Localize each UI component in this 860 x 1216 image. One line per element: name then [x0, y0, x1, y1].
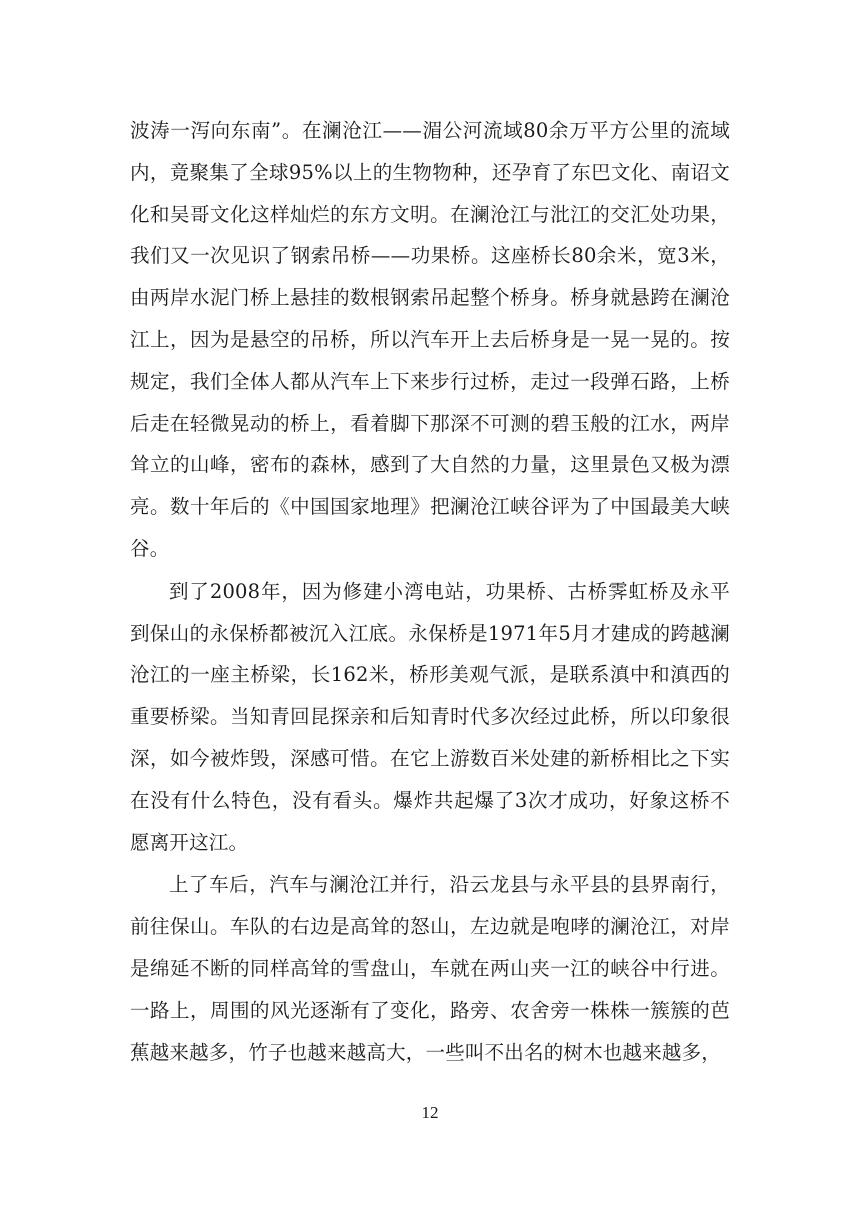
page-number: 12	[421, 1103, 439, 1122]
document-body	[130, 110, 730, 1073]
paragraph-1: 波涛一泻向东南”。在澜沧江——湄公河流域80余万平方公里的流域内，竟聚集了全球95%以上的生物物种，还孕育了东巴文化、南诏文化和吴哥文化这样灿烂的东方文明。在澜沧江与沘江的交汇处功果，我们又一次见识了钢索吊桥——功果桥。这座桥长80余米，宽3米，由两岸水泥门桥上悬挂的数根钢索吊起整个桥身。桥身就悬跨在澜沧江上，因为是悬空的吊桥，所以汽车开上去后桥身是一晃一晃的。按规定，我们全体人都从汽车上下来步行过桥，走过一段弹石路，上桥后走在轻微晃动的桥上，看着脚下那深不可测的碧玉般的江水，两岸耸立的山峰，密布的森林，感到了大自然的力量，这里景色又极为漂亮。数十年后的《中国国家地理》把澜沧江峡谷评为了中国最美大峡谷。	[130, 119, 730, 560]
paragraph-3: 上了车后，汽车与澜沧江并行，沿云龙县与永平县的县界南行，前往保山。车队的右边是高耸的怒山，左边就是咆哮的澜沧江，对岸是绵延不断的同样高耸的雪盘山，车就在两山夹一江的峡谷中行进。一路上，周围的风光逐渐有了变化，路旁、农舍旁一株株一簇簇的芭蕉越来越多，竹子也越来越高大，一些叫不出名的树木也越来越多，	[130, 873, 730, 1064]
paragraph-2: 到了2008年，因为修建小湾电站，功果桥、古桥霁虹桥及永平到保山的永保桥都被沉入江底。永保桥是1971年5月才建成的跨越澜沧江的一座主桥梁，长162米，桥形美观气派，是联系滇中和滇西的重要桥梁。当知青回昆探亲和后知青时代多次经过此桥，所以印象很深，如今被炸毁，深感可惜。在它上游数百米处建的新桥相比之下实在没有什么特色，没有看头。爆炸共起爆了3次才成功，好象这桥不愿离开这江。	[130, 579, 730, 854]
